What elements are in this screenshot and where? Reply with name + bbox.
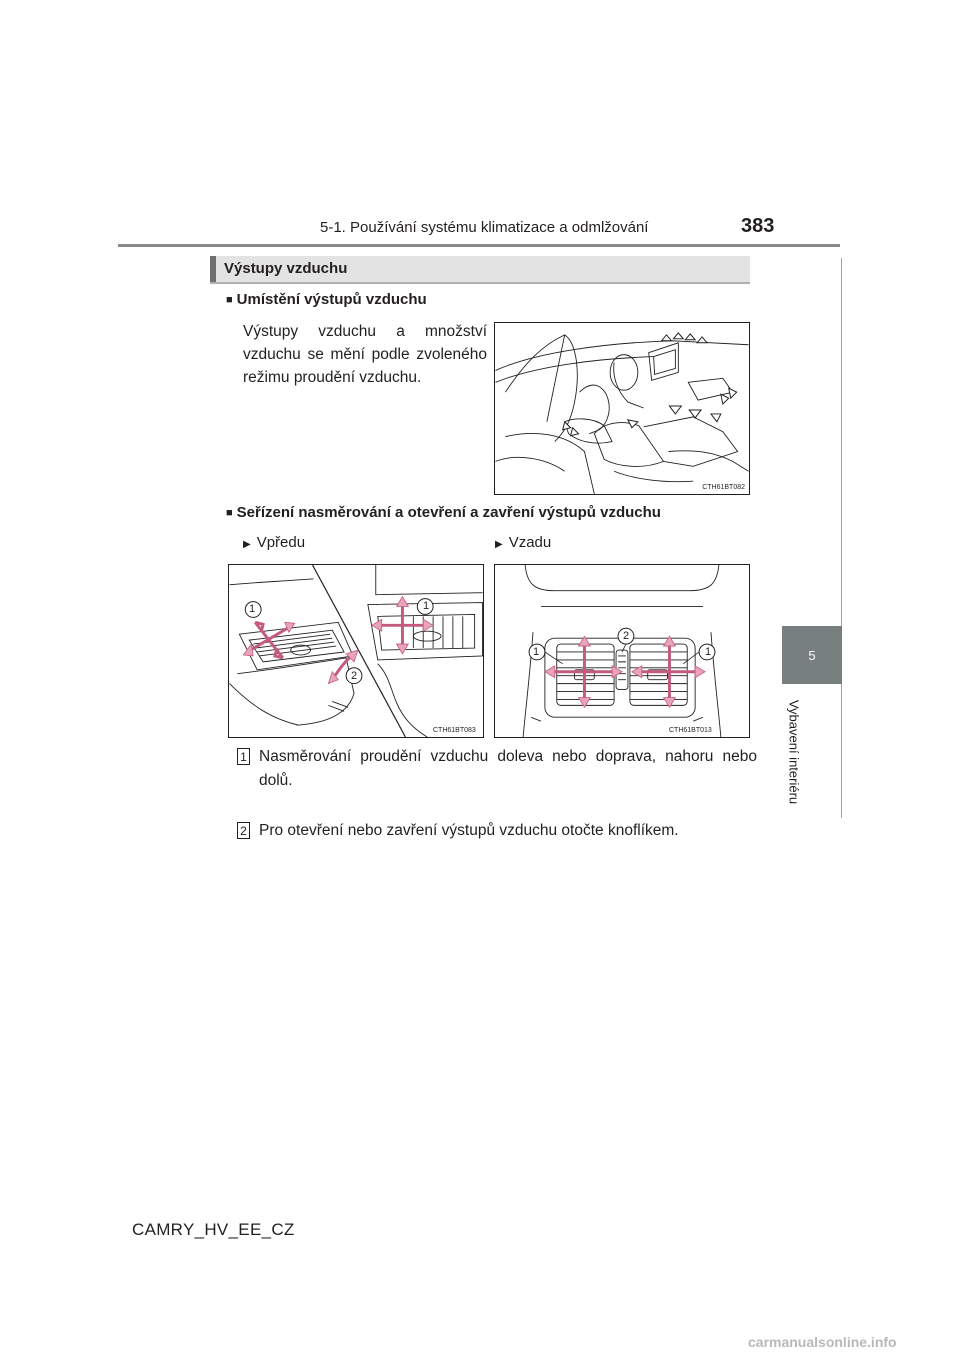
front-callout-2: 2 [351,670,358,682]
model-code: CAMRY_HV_EE_CZ [132,1220,295,1239]
square-bullet-icon: ■ [226,294,233,306]
square-bullet-icon: ■ [226,507,233,519]
page-number: 383 [741,215,775,237]
chapter-title: 5-1. Používání systému klimatizace a odmlžování [320,219,649,236]
chapter-tab-label-box [770,690,818,815]
rear-callout-1a: 1 [533,646,540,658]
note-1-text: Nasměrování proudění vzduchu doleva nebo doprava, nahoru nebo dolů. [259,748,757,789]
front-callout-1a: 1 [249,603,256,615]
front-vent-drawing [229,565,483,737]
note-2-text: Pro otevření nebo zavření výstupů vzduchu otočte knoflíkem. [259,822,679,839]
rear-callout-1b: 1 [705,646,712,658]
chapter-tab[interactable] [782,626,842,684]
topic1-text: Výstupy vzduchu a množství vzduchu se mění podle zvoleného režimu proudění vzduchu. [243,323,487,386]
rear-outlet-illustration [494,564,750,738]
front-label: ▶ Vpředu [243,534,306,551]
chapter-tab-label: Vybavení interiéru [786,699,802,805]
cabin-interior-drawing [495,323,749,494]
triangle-bullet-icon: ▶ [243,539,251,550]
rear-callout-2: 2 [623,630,630,642]
note-number-box: 2 [237,822,250,839]
note-number-box: 1 [237,748,250,765]
figure-code: CTH61BT013 [669,727,712,734]
rear-label: ▶ Vzadu [495,534,552,551]
watermark: carmanualsonline.info [748,1334,897,1350]
topic2-heading: ■ Seřízení nasměrování a otevření a zavření výstupů vzduchu [226,504,661,521]
air-outlet-location-illustration [494,322,750,495]
header-rule [118,244,840,247]
note-1 [237,745,757,793]
chapter-tab-number: 5 [808,647,816,663]
note-2 [237,819,757,843]
section-heading-marker [210,256,216,282]
figure-code: CTH61BT082 [702,484,745,491]
triangle-bullet-icon: ▶ [495,539,503,550]
side-tab-line [841,258,842,818]
figure-code: CTH61BT083 [433,727,476,734]
topic1-heading: ■ Umístění výstupů vzduchu [226,291,427,308]
section-heading-bar [210,256,750,284]
front-callout-1b: 1 [423,600,430,612]
front-outlet-illustration [228,564,484,738]
section-title: Výstupy vzduchu [224,260,348,277]
